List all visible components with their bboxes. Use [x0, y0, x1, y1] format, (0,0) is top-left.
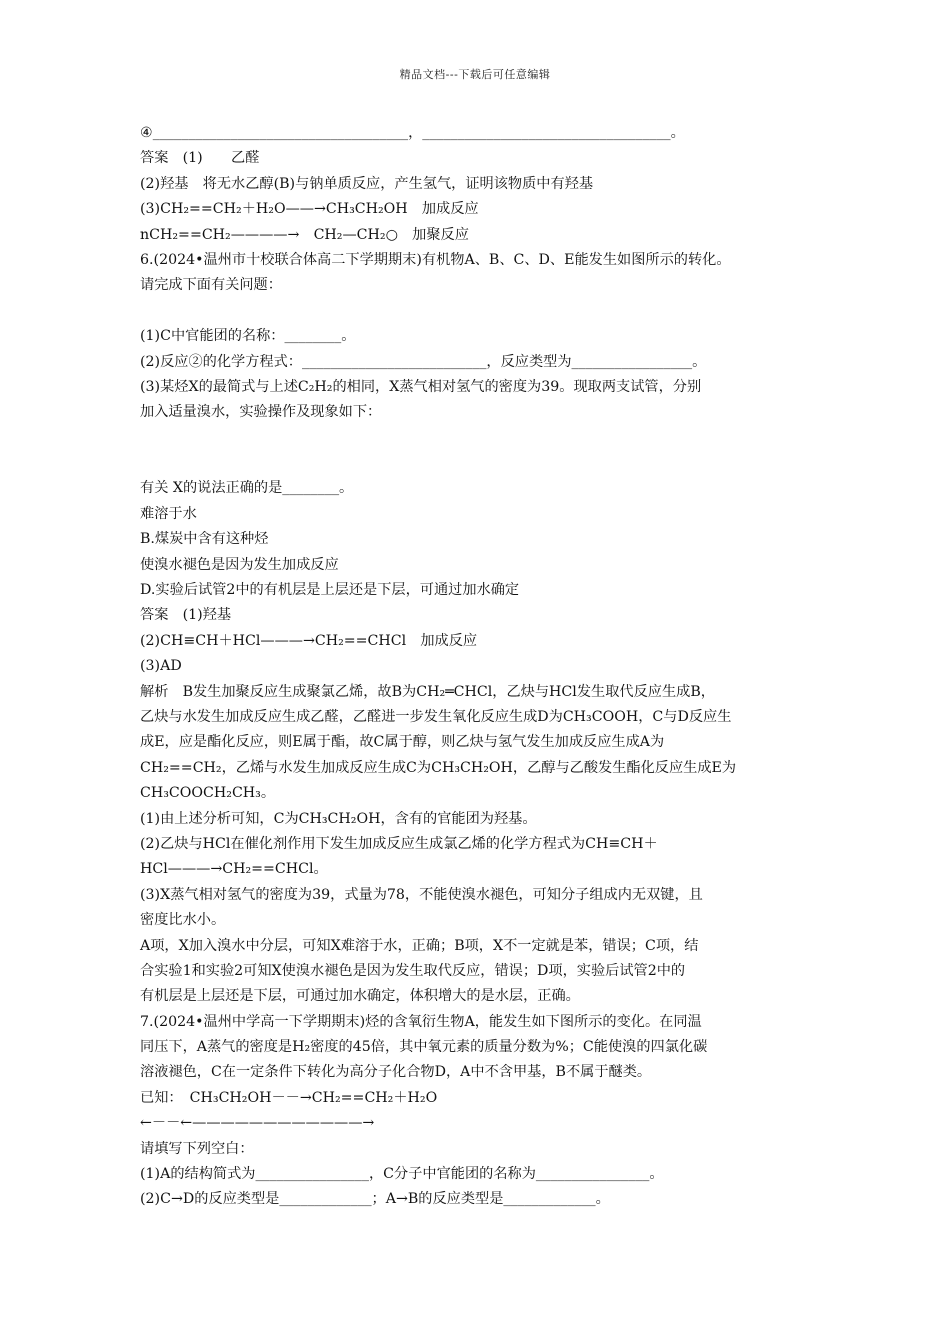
question-line: (1)A的结构简式为________________，C分子中官能团的名称为________________。: [140, 1166, 664, 1183]
analysis-line: (3)X蒸气相对氢气的密度为39，式量为78，不能使溴水褪色，可知分子组成内无双键，且: [140, 886, 703, 903]
option-line: 难溶于水: [140, 505, 197, 522]
text-line: 加入适量溴水，实验操作及现象如下：: [140, 404, 382, 421]
question-6-line: 6.(2024•温州市十校联合体高二下学期期末)有机物A、B、C、D、E能发生如图所示的转化。: [140, 251, 731, 268]
equation-line: (2)CH≡CH＋HCl———→CH₂==CHCl 加成反应: [140, 632, 478, 649]
analysis-line: CH₂==CH₂，乙烯与水发生加成反应生成C为CH₃CH₂OH，乙醇与乙酸发生酯化反应生成E为: [140, 759, 737, 776]
question-line: (3)某烃X的最简式与上述C₂H₂的相同，X蒸气相对氢气的密度为39。现取两支试管，分别: [140, 378, 702, 395]
figure-gap: [140, 426, 830, 451]
known-reaction-line: 已知： CH₃CH₂OH－－→CH₂==CH₂＋H₂O: [140, 1089, 438, 1106]
document-body: [140, 121, 830, 1213]
analysis-line: 乙炔与水发生加成反应生成乙醛，乙醛进一步发生氧化反应生成D为CH₃COOH，C与D反应生: [140, 708, 732, 725]
question-line: (2)反应②的化学方程式：__________________________，反应类型为_________________。: [140, 353, 707, 370]
option-line: 使溴水褪色是因为发生加成反应: [140, 556, 339, 573]
analysis-line: 合实验1和实验2可知X使溴水褪色是因为发生取代反应，错误；D项，实验后试管2中的: [140, 962, 686, 979]
question-7-line: 7.(2024•温州中学高一下学期期末)烃的含氧衍生物A，能发生如下图所示的变化。在同温: [140, 1013, 702, 1030]
text-line: (2)羟基 将无水乙醇(B)与钠单质反应，产生氢气，证明该物质中有羟基: [140, 175, 594, 192]
analysis-line: A项，X加入溴水中分层，可知X难溶于水，正确；B项，X不一定就是苯，错误；C项，结: [140, 937, 699, 954]
analysis-line: (2)乙炔与HCl在催化剂作用下发生加成反应生成氯乙烯的化学方程式为CH≡CH＋: [140, 835, 658, 852]
analysis-line: CH₃COOCH₂CH₃。: [140, 785, 276, 802]
figure-gap: [140, 299, 830, 324]
analysis-line: HCl———→CH₂==CHCl。: [140, 861, 328, 878]
equation-line: nCH₂==CH₂————→ CH₂—CH₂○ 加聚反应: [140, 226, 469, 243]
question-line: (1)C中官能团的名称：________。: [140, 328, 356, 345]
question-line: 有关 X的说法正确的是________。: [140, 480, 354, 497]
analysis-line: 有机层是上层还是下层，可通过加水确定，体积增大的是水层，正确。: [140, 988, 580, 1005]
reaction-arrows-line: ←－－←————————————→: [140, 1115, 375, 1132]
option-line: B.煤炭中含有这种烃: [140, 531, 269, 548]
text-line: 请完成下面有关问题：: [140, 277, 282, 294]
text-line: 请填写下列空白：: [140, 1140, 254, 1157]
page-header: 精品文档---下载后可任意编辑: [399, 68, 551, 81]
text-line: 同压下，A蒸气的密度是H₂密度的45倍，其中氧元素的质量分数为%；C能使溴的四氯化碳: [140, 1039, 708, 1056]
text-line: ④____________________________________，___________________________________。: [140, 125, 685, 141]
analysis-line: (1)由上述分析可知，C为CH₃CH₂OH，含有的官能团为羟基。: [140, 810, 537, 827]
equation-line: (3)CH₂==CH₂＋H₂O——→CH₃CH₂OH 加成反应: [140, 201, 479, 218]
question-line: (2)C→D的反应类型是_____________；A→B的反应类型是_____________。: [140, 1191, 610, 1208]
analysis-line: 密度比水小。: [140, 912, 226, 929]
figure-gap: [140, 451, 830, 476]
text-line: 溶液褪色，C在一定条件下转化为高分子化合物D，A中不含甲基，B不属于醚类。: [140, 1064, 652, 1081]
analysis-line: 成E，应是酯化反应，则E属于酯，故C属于醇，则乙炔与氢气发生加成反应生成A为: [140, 734, 665, 751]
answer-line: 答案 (1)羟基: [140, 607, 232, 624]
answer-line: (3)AD: [140, 658, 182, 675]
option-line: D.实验后试管2中的有机层是上层还是下层，可通过加水确定: [140, 582, 520, 599]
analysis-line: 解析 B发生加聚反应生成聚氯乙烯，故B为CH₂═CHCl，乙炔与HCl发生取代反应生成B，: [140, 683, 715, 700]
answer-line: 答案 (1) 乙醛: [140, 150, 260, 167]
